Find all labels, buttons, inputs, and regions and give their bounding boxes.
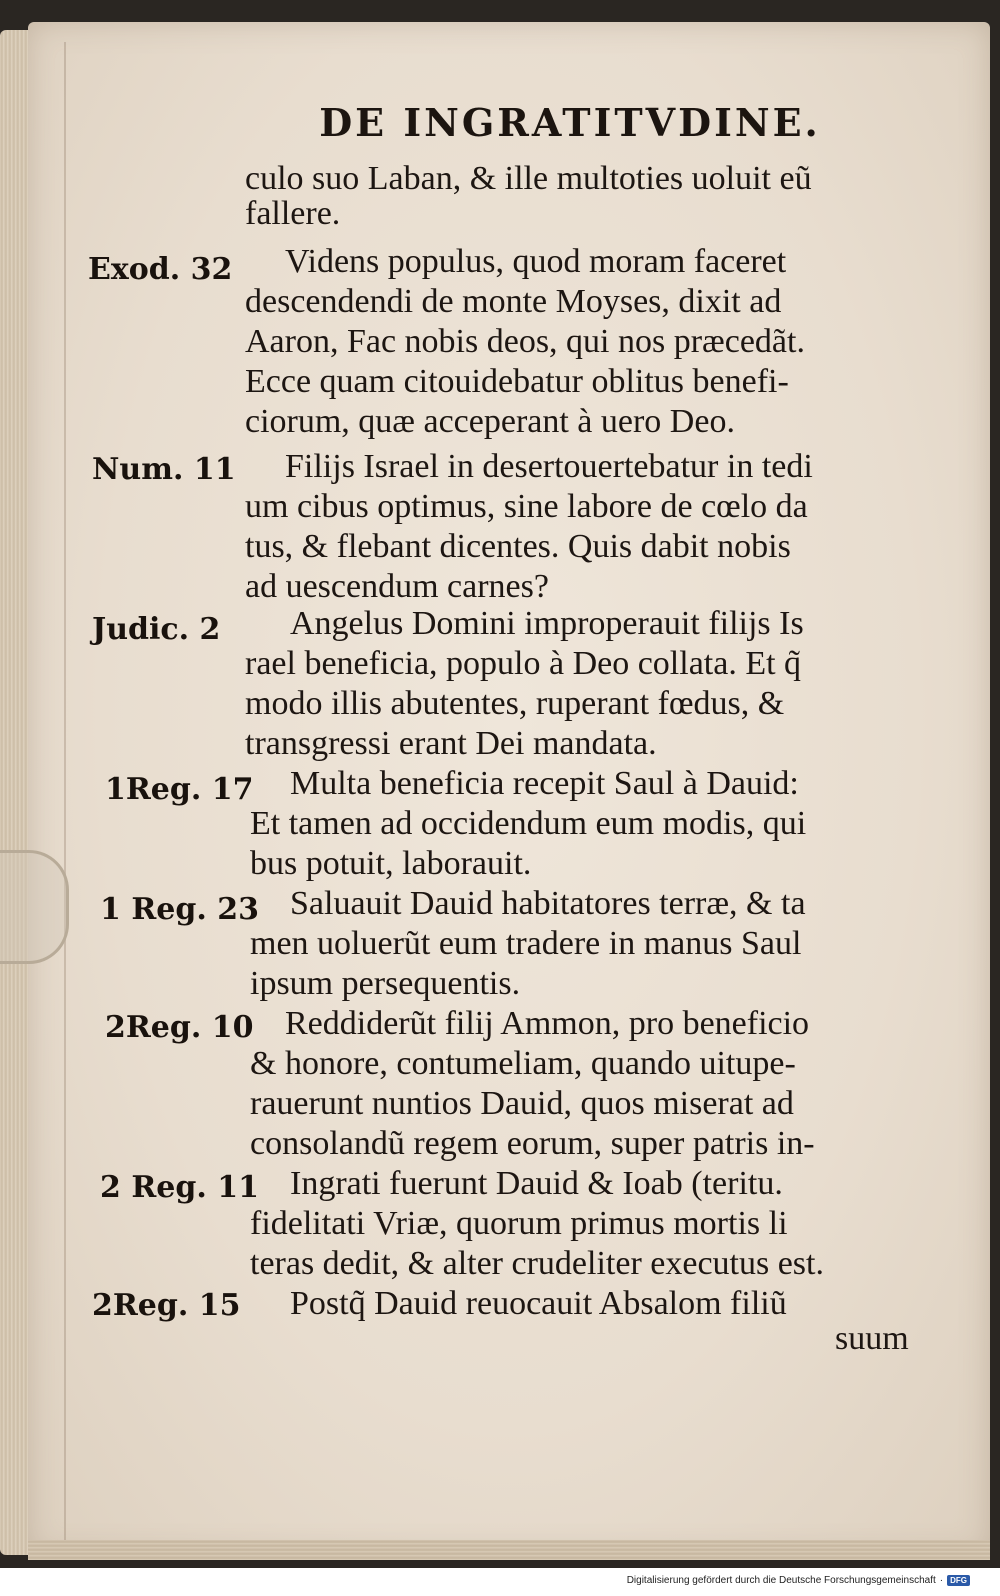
margin-note: 2Reg. 15 — [92, 1288, 241, 1323]
text-line: consolandũ regem eorum, super patris in- — [250, 1125, 815, 1162]
book-bottom-edge — [28, 1540, 990, 1560]
text-line: bus potuit, laborauit. — [250, 845, 532, 882]
footer-text: Digitalisierung gefördert durch die Deutsche Forschungsgemeinschaft — [626, 1575, 936, 1586]
text-line: Saluauit Dauid habitatores terræ, & ta — [290, 885, 806, 922]
margin-note: Judic. 2 — [92, 612, 221, 647]
digitization-footer — [627, 1575, 970, 1586]
dfg-logo: DFG — [947, 1575, 970, 1586]
text-line: Ecce quam citouidebatur oblitus benefi- — [245, 363, 789, 400]
text-line: ciorum, quæ acceperant à uero Deo. — [245, 403, 735, 440]
text-line: rauerunt nuntios Dauid, quos miserat ad — [250, 1085, 794, 1122]
text-line: men uoluerũt eum tradere in manus Saul — [250, 925, 802, 962]
text-line: um cibus optimus, sine labore de cœlo da — [245, 488, 808, 525]
text-line: Ingrati fuerunt Dauid & Ioab (teritu. — [290, 1165, 783, 1202]
margin-note: 1Reg. 17 — [105, 772, 254, 807]
text-line: Aaron, Fac nobis deos, qui nos præcedãt. — [245, 323, 805, 360]
text-line: Angelus Domini improperauit filijs Is — [290, 605, 804, 642]
text-line: Reddiderũt filij Ammon, pro beneficio — [285, 1005, 810, 1042]
page-running-title: DE INGRATITVDINE. — [319, 100, 821, 145]
footer-separator: · — [939, 1575, 944, 1586]
text-line: ipsum persequentis. — [250, 965, 521, 1002]
page-fold-shadow — [64, 42, 66, 1542]
margin-note: 1 Reg. 23 — [100, 892, 259, 927]
text-line: suum — [835, 1320, 909, 1357]
page-clip — [0, 850, 69, 964]
margin-note: Num. 11 — [92, 452, 236, 487]
text-line: Filijs Israel in desertouertebatur in tedi — [285, 448, 813, 485]
text-line: fidelitati Vriæ, quorum primus mortis li — [250, 1205, 788, 1242]
text-line: tus, & flebant dicentes. Quis dabit nobis — [245, 528, 791, 565]
margin-note: 2Reg. 10 — [105, 1010, 254, 1045]
margin-note: 2 Reg. 11 — [100, 1170, 259, 1205]
text-line: modo illis abutentes, ruperant fœdus, & — [245, 685, 785, 722]
text-line: descendendi de monte Moyses, dixit ad — [245, 283, 782, 320]
margin-note: Exod. 32 — [88, 252, 233, 287]
text-line: & honore, contumeliam, quando uitupe- — [250, 1045, 796, 1082]
text-line: ad uescendum carnes? — [245, 568, 549, 605]
text-line: teras dedit, & alter crudeliter executus est. — [250, 1245, 824, 1282]
text-line: culo suo Laban, & ille multoties uoluit eũ — [245, 160, 812, 197]
text-line: fallere. — [245, 195, 341, 232]
text-line: transgressi erant Dei mandata. — [245, 725, 657, 762]
text-line: Et tamen ad occidendum eum modis, qui — [250, 805, 807, 842]
text-line: Postq̃ Dauid reuocauit Absalom filiũ — [290, 1285, 787, 1322]
text-line: Multa beneficia recepit Saul à Dauid: — [290, 765, 799, 802]
text-line: rael beneficia, populo à Deo collata. Et q̃ — [245, 645, 802, 682]
text-line: Videns populus, quod moram faceret — [285, 243, 787, 280]
